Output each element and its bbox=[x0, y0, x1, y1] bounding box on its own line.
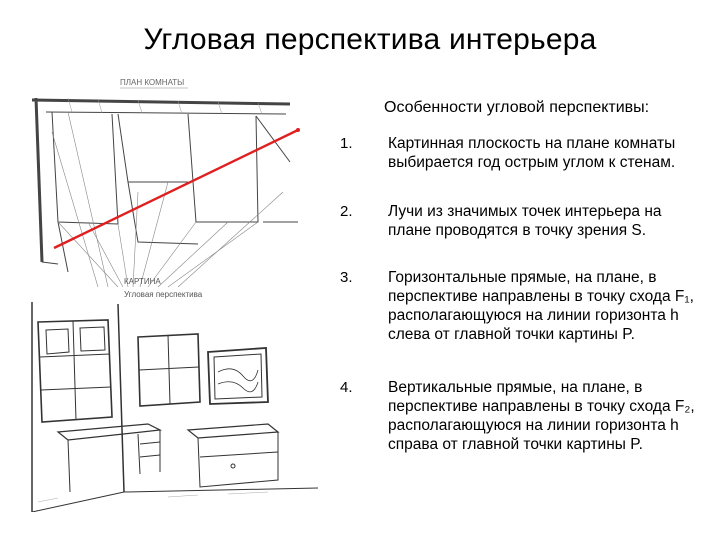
perspective-illustration bbox=[28, 72, 318, 512]
perspective-picture-drawing bbox=[32, 277, 318, 512]
item-number: 4. bbox=[340, 379, 353, 396]
item-text: Картинная плоскость на плане комнаты выбирается год острым углом к стенам. bbox=[388, 135, 676, 171]
picture-plane-line bbox=[54, 130, 298, 248]
item-text: Вертикальные прямые, на плане, в перспективе направлены в точку схода F₂, располагающуюся на линии горизонта h справа от главной точки картины P. bbox=[388, 379, 695, 453]
features-heading: Особенности угловой перспективы: bbox=[384, 99, 650, 116]
slide-title: Угловая перспектива интерьера bbox=[143, 23, 597, 56]
picture-label: КАРТИНА bbox=[124, 277, 161, 286]
item-number: 1. bbox=[340, 135, 353, 152]
item-number: 2. bbox=[340, 203, 353, 220]
room-plan-drawing bbox=[32, 78, 298, 287]
item-number: 3. bbox=[340, 269, 353, 286]
plan-label: ПЛАН КОМНАТЫ bbox=[120, 78, 185, 87]
picture-sublabel: Угловая перспектива bbox=[124, 290, 203, 299]
item-text: Лучи из значимых точек интерьера на плане проводятся в точку зрения S. bbox=[388, 203, 662, 239]
item-text: Горизонтальные прямые, на плане, в перспективе направлены в точку схода F₁, располагающуюся на линии горизонта h слева от главной точки картины P. bbox=[388, 269, 694, 343]
